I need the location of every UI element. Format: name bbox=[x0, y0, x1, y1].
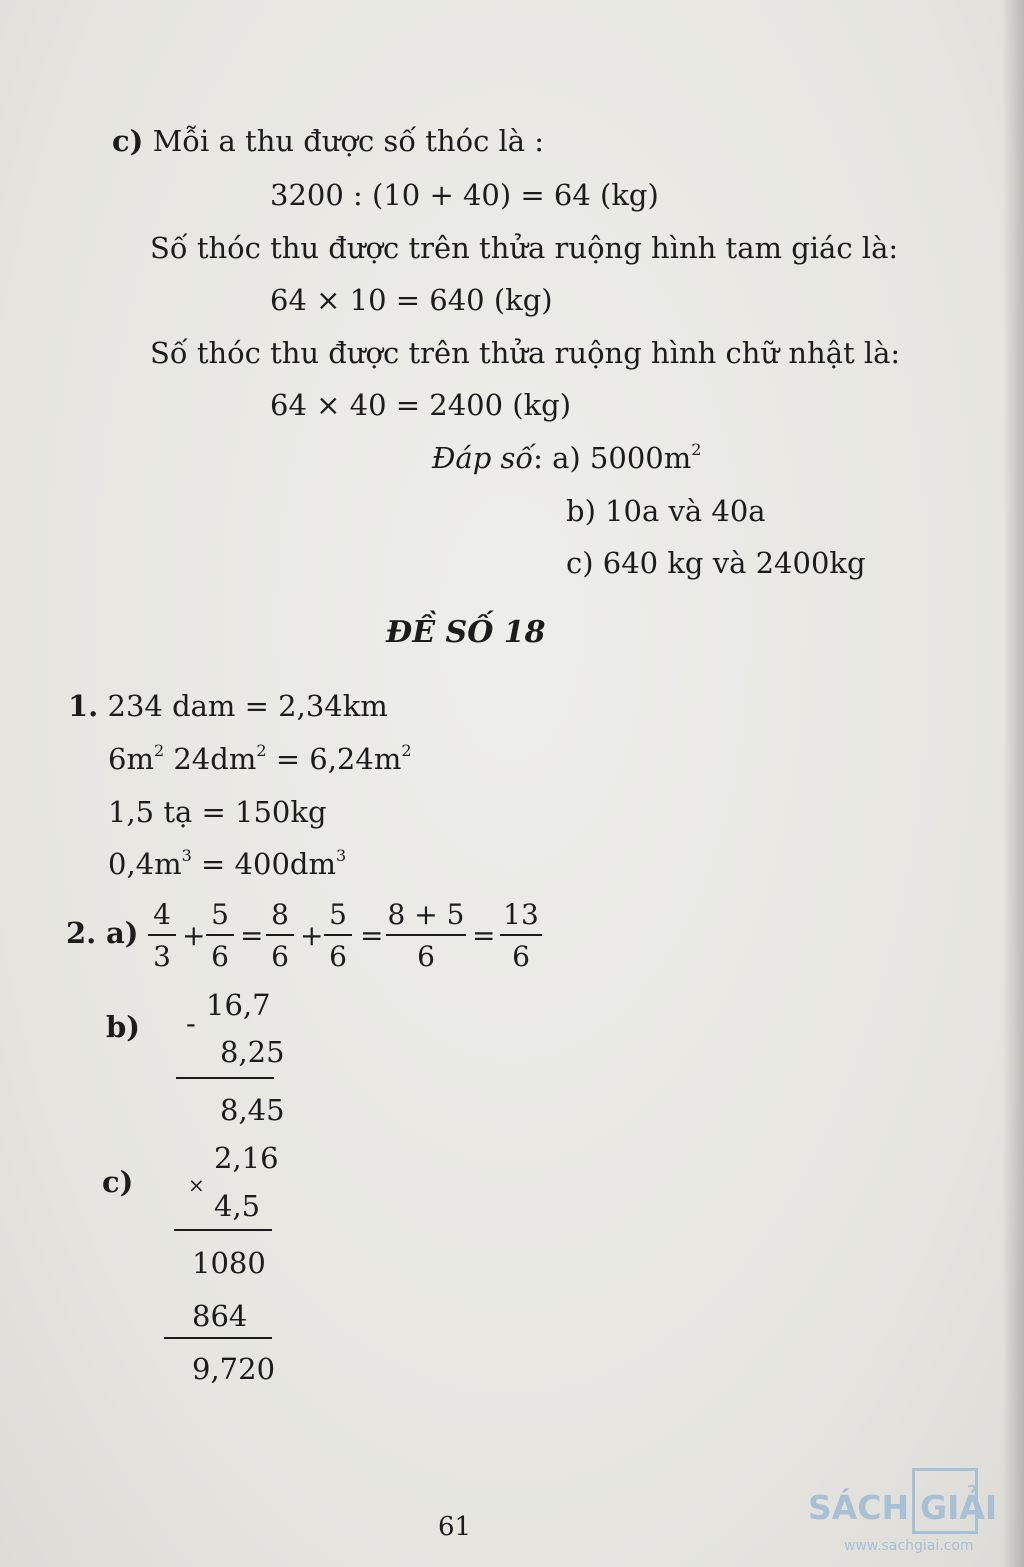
page-number: 61 bbox=[438, 1512, 472, 1542]
watermark-brand-right: GIẢI bbox=[920, 1488, 998, 1527]
q1-line4-part: 0,4m bbox=[108, 847, 182, 881]
multiplication-bottom: 4,5 bbox=[214, 1189, 261, 1223]
fraction bbox=[324, 898, 352, 974]
fraction-denominator: 6 bbox=[271, 940, 289, 973]
fraction bbox=[148, 898, 176, 974]
fraction bbox=[206, 898, 234, 974]
fraction bbox=[500, 898, 542, 974]
q1-line4-part: = 400dm bbox=[191, 847, 336, 881]
fraction-numerator: 13 bbox=[503, 898, 539, 931]
answer-c: c) 640 kg và 2400kg bbox=[566, 546, 866, 580]
fraction-numerator: 8 + 5 bbox=[387, 898, 465, 931]
calc-per-are: 3200 : (10 + 40) = 64 (kg) bbox=[270, 178, 659, 212]
fraction-denominator: 6 bbox=[329, 940, 347, 973]
part-c-intro bbox=[112, 124, 544, 158]
answer-a-sup: 2 bbox=[691, 440, 702, 459]
watermark-url: www.sachgiai.com bbox=[844, 1538, 974, 1554]
q2b-label: b) bbox=[106, 1010, 140, 1044]
q1-line2-part: = 6,24m bbox=[266, 742, 402, 776]
fraction-denominator: 6 bbox=[417, 940, 435, 973]
watermark-logo bbox=[808, 1480, 1018, 1560]
partial-product-2: 864 bbox=[192, 1299, 248, 1333]
part-c-intro-text: Mỗi a thu được số thóc là : bbox=[152, 124, 545, 158]
fraction-bar bbox=[266, 934, 294, 936]
fraction-numerator: 4 bbox=[153, 898, 171, 931]
fraction-bar bbox=[206, 934, 234, 936]
multiplication-top: 2,16 bbox=[214, 1141, 279, 1175]
page-edge-shadow bbox=[1002, 0, 1024, 1567]
fraction-bar bbox=[324, 934, 352, 936]
minus-sign: - bbox=[186, 1006, 196, 1040]
fraction-numerator: 5 bbox=[211, 898, 229, 931]
calc-rectangle: 64 × 40 = 2400 (kg) bbox=[270, 388, 572, 422]
fraction bbox=[266, 898, 294, 974]
q1-line3: 1,5 tạ = 150kg bbox=[108, 795, 327, 829]
q1-line2-part: 24dm bbox=[164, 742, 257, 776]
equals-sign: = bbox=[472, 919, 496, 952]
answer-a bbox=[432, 441, 701, 475]
rectangle-field-line: Số thóc thu được trên thửa ruộng hình chữ nhật là: bbox=[150, 336, 901, 370]
q1-line2-sup: 2 bbox=[256, 741, 267, 760]
answer-a-text: : a) 5000m bbox=[533, 441, 692, 475]
q1-line4 bbox=[108, 847, 346, 881]
fraction-numerator: 8 bbox=[271, 898, 289, 931]
fraction bbox=[386, 898, 466, 974]
section-title: ĐỀ SỐ 18 bbox=[386, 615, 546, 650]
part-c-label: c) bbox=[112, 124, 144, 158]
q1-line2 bbox=[108, 742, 412, 776]
subtraction-top: 16,7 bbox=[206, 988, 271, 1022]
multiplication-rule bbox=[174, 1229, 272, 1231]
subtraction-rule bbox=[176, 1077, 274, 1079]
q2c-label: c) bbox=[102, 1165, 134, 1199]
fraction-denominator: 6 bbox=[211, 940, 229, 973]
fraction-bar bbox=[386, 934, 466, 936]
q1-line2-part: 6m bbox=[108, 742, 154, 776]
fraction-bar bbox=[500, 934, 542, 936]
fraction-numerator: 5 bbox=[329, 898, 347, 931]
calc-triangle: 64 × 10 = 640 (kg) bbox=[270, 283, 553, 317]
q1-number: 1. bbox=[68, 689, 99, 723]
q1-line1 bbox=[68, 689, 388, 723]
fraction-denominator: 6 bbox=[512, 940, 530, 973]
plus-sign: + bbox=[300, 919, 324, 952]
q1-line4-sup: 3 bbox=[181, 846, 192, 865]
q1-line1-text: 234 dam = 2,34km bbox=[107, 689, 388, 723]
partial-product-1: 1080 bbox=[192, 1246, 266, 1280]
fraction-bar bbox=[148, 934, 176, 936]
answer-label: Đáp số bbox=[432, 441, 534, 475]
times-sign: × bbox=[188, 1173, 205, 1197]
multiplication-result-rule bbox=[164, 1337, 272, 1339]
subtraction-result: 8,45 bbox=[220, 1093, 285, 1127]
triangle-field-line: Số thóc thu được trên thửa ruộng hình tam giác là: bbox=[150, 231, 899, 265]
multiplication-result: 9,720 bbox=[192, 1352, 276, 1386]
q2a-label: a) bbox=[106, 916, 139, 950]
subtraction-bottom: 8,25 bbox=[220, 1035, 285, 1069]
q1-line2-sup: 2 bbox=[153, 741, 165, 760]
q1-line4-sup: 3 bbox=[335, 846, 347, 865]
watermark-brand-left: SÁCH bbox=[808, 1488, 910, 1527]
fraction-denominator: 3 bbox=[153, 940, 171, 973]
equals-sign: = bbox=[240, 919, 264, 952]
answer-b: b) 10a và 40a bbox=[566, 494, 766, 528]
q1-line2-sup: 2 bbox=[401, 741, 412, 760]
plus-sign: + bbox=[182, 919, 206, 952]
q2-number: 2. bbox=[66, 916, 97, 950]
equals-sign: = bbox=[360, 919, 384, 952]
